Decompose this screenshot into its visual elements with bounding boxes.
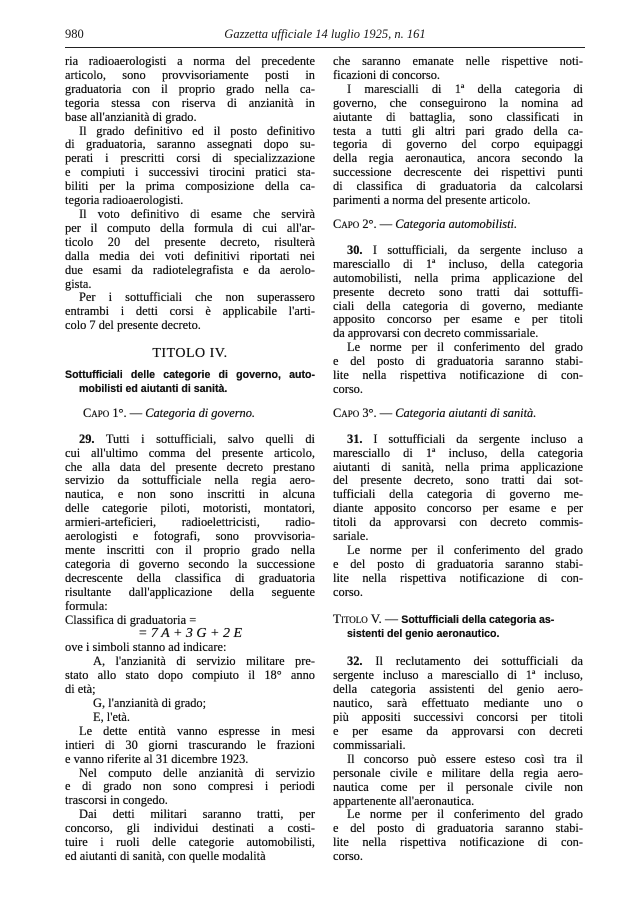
text-line: nautica, e non sono inscritti in alcuna xyxy=(65,487,315,502)
text-line: e compiuti i successivi tirocini pratici sta- xyxy=(65,165,315,180)
text-line: sariale. xyxy=(333,529,369,544)
text-line: di classifica di graduatoria da calcolarsi xyxy=(333,179,583,194)
chapter-title: Categoria automobilisti. xyxy=(395,216,518,231)
text-line: e di grado non sono compresi i periodi xyxy=(65,779,315,794)
text-line: e del posto di graduatoria saranno stabi- xyxy=(333,556,583,571)
text-line: ria radioaerologisti a norma del precedente xyxy=(65,54,315,68)
text-line: delle categorie piloti, motoristi, montatori, xyxy=(65,501,315,516)
text-line: Il voto definitivo di esame che servirà xyxy=(79,206,315,221)
paragraph xyxy=(333,341,583,397)
text-line: di graduatoria, saranno assegnati dopo su- xyxy=(65,137,315,152)
text-line xyxy=(333,433,583,447)
text-line: tegoria stessa con riserva di anzianità in xyxy=(65,95,315,110)
paragraph xyxy=(65,55,315,125)
article xyxy=(333,655,583,752)
text-line: Il grado definitivo ed il posto definitivo xyxy=(79,123,315,138)
chapter-heading xyxy=(333,407,583,421)
article xyxy=(65,433,315,614)
text-line: della categoria assistenti del genio aero- xyxy=(333,682,583,697)
formula: = 7 A + 3 G + 2 E xyxy=(137,626,243,642)
text-line: lite nella rispettiva notificazione di con- xyxy=(333,570,583,585)
text-line: e del posto di graduatoria saranno stabi- xyxy=(333,821,583,836)
text-line: di età; xyxy=(65,682,96,697)
paragraph xyxy=(65,725,315,767)
chapter-heading xyxy=(65,407,315,421)
text-line: ticolo 20 del presente decreto, risulterà xyxy=(65,234,315,249)
symbol-definition xyxy=(65,697,315,711)
heading-line xyxy=(333,612,583,628)
section-title-cont: sistenti del genio aeronautico. xyxy=(347,627,500,640)
symbol-definition xyxy=(65,711,315,725)
text-line: nautica come per il personale civile non xyxy=(333,779,583,794)
text-line: intieri di 30 giorni trascurando le frazioni xyxy=(65,737,315,752)
text-fragment: I sottufficiali da sergente incluso a xyxy=(362,431,583,446)
text-line: tegoria radioaerologisti. xyxy=(65,193,184,208)
text-line: apposito concorso per esame e per titoli xyxy=(333,312,583,327)
text-line: trascorsi in congedo. xyxy=(65,793,168,808)
text-line: corso. xyxy=(333,584,363,599)
page-header xyxy=(65,27,585,43)
paragraph xyxy=(65,208,315,291)
text-line: graduatoria con il proprio grado nella ca- xyxy=(65,81,315,96)
text-line: del presente decreto, sono tratti dai sot- xyxy=(333,473,583,488)
text-line: corso. xyxy=(333,849,363,864)
text-line: ed aiutanti di sanità, con quelle modalità xyxy=(65,848,266,863)
text-line: tegoria di governo del corpo equipaggi xyxy=(333,137,583,152)
text-line: Il concorso può essere esteso così tra il xyxy=(347,751,583,766)
article xyxy=(333,244,583,341)
text-line: Per i sottufficiali che non superassero xyxy=(79,290,315,305)
text-fragment: I sottufficiali, da sergente incluso a xyxy=(362,242,583,257)
text-line: stato allo stato dopo compiuto il 18° anno xyxy=(65,668,315,683)
text-line: entrambi i detti corsi è applicabile l'arti- xyxy=(65,304,315,319)
text-line: aiutante di battaglia, sono classificati in xyxy=(333,109,583,124)
text-line: tufficiali della categoria di governo me- xyxy=(333,487,583,502)
text-line: successione decrescente dei rispettivi punti xyxy=(333,165,583,180)
paragraph xyxy=(333,83,583,208)
text-line: mente inscritti con il proprio grado nella xyxy=(65,543,315,557)
text-line: E, l'età. xyxy=(93,709,130,724)
text-line: corso. xyxy=(333,381,363,396)
left-column xyxy=(65,55,315,864)
right-column xyxy=(333,55,583,864)
text-line: gista. xyxy=(65,276,92,291)
running-title: Gazzetta ufficiale 14 luglio 1925, n. 161 xyxy=(224,27,426,41)
section-heading xyxy=(333,612,583,642)
paragraph xyxy=(333,753,583,809)
text-fragment: Il reclutamento dei sottufficiali da xyxy=(362,654,583,669)
text-line: lite nella rispettiva notificazione di con- xyxy=(333,368,583,383)
article xyxy=(333,433,583,544)
chapter-heading xyxy=(333,218,583,232)
paragraph xyxy=(65,808,315,864)
text-line: decrescente della classifica di graduatoria xyxy=(65,570,315,585)
text-line: personale civile e militare della regia aero- xyxy=(333,765,583,780)
section-title: Sottufficiali della categoria as- xyxy=(401,613,555,626)
chapter-label: Capo 3°. — xyxy=(333,405,393,420)
text-line: perati i prescritti corsi di specializzazione xyxy=(65,151,315,166)
text-line: I marescialli di 1ª della categoria di xyxy=(347,81,583,96)
text-line: aerologisti e fotografi, sono provvisoria- xyxy=(65,529,315,544)
text-line: della regia aeronautica, ancora secondo la xyxy=(333,151,583,166)
text-line: governo, che conseguirono la nomina ad xyxy=(333,95,583,110)
paragraph xyxy=(333,55,583,83)
text-line: biliti per la prima composizione della ca- xyxy=(65,179,315,194)
text-line: sergente incluso a maresciallo di 1ª incluso, xyxy=(333,668,583,683)
paragraph xyxy=(65,291,315,333)
text-line xyxy=(333,244,583,258)
text-line: più appositi successivi concorsi per titoli xyxy=(333,710,583,725)
text-line: diante apposito concorso per esame e per xyxy=(333,501,583,516)
text-line: testa a tutti gli altri pari grado della ca- xyxy=(333,123,583,138)
paragraph xyxy=(65,767,315,809)
text-line: e del posto di graduatoria saranno stabi- xyxy=(333,354,583,369)
text-line: Le norme per il conferimento del grado xyxy=(347,340,583,355)
paragraph xyxy=(65,641,315,655)
text-line xyxy=(65,433,315,447)
article-number: 31. xyxy=(347,431,363,446)
text-line: e per esame da approvarsi con decreti xyxy=(333,723,583,738)
text-line: armieri-arteficieri, radioelettricisti, radio- xyxy=(65,515,315,530)
text-line: Le norme per il conferimento del grado xyxy=(347,543,583,557)
text-line: concorso, gli individui destinati a costi- xyxy=(65,821,315,836)
symbol-definition xyxy=(65,655,315,697)
text-line: Nel computo delle anzianità di servizio xyxy=(79,765,315,780)
paragraph xyxy=(65,125,315,208)
section-title: TITOLO IV. xyxy=(152,346,228,362)
text-line: Dai detti militari saranno tratti, per xyxy=(79,807,315,822)
text-line: categoria di governo secondo la successione xyxy=(65,556,315,571)
chapter-title: Categoria di governo. xyxy=(145,405,256,420)
article-number: 29. xyxy=(79,431,95,446)
paragraph xyxy=(65,614,315,628)
text-line: ciali della categoria di governo, mediante xyxy=(333,298,583,313)
paragraph xyxy=(333,544,583,600)
page-number: 980 xyxy=(65,27,84,41)
text-line: articolo, sono provvisoriamente posti in xyxy=(65,67,315,82)
text-line: automobilisti, nella prima applicazione del xyxy=(333,270,583,285)
article-number: 32. xyxy=(347,654,363,669)
text-line: che alla data del presente decreto prestano xyxy=(65,459,315,474)
text-line: presente decreto sono tratti dai sottuffi- xyxy=(333,284,583,299)
text-line: G, l'anzianità di grado; xyxy=(93,695,207,710)
text-line: dalla media dei voti definitivi riportati nei xyxy=(65,248,315,263)
text-line: parimenti a norma del presente articolo. xyxy=(333,193,531,208)
text-line: appartenente all'aeronautica. xyxy=(333,793,475,808)
text-line: da approvarsi con decreto commissariale. xyxy=(333,326,539,341)
text-line: per il computo della formula di cui all'ar- xyxy=(65,220,315,235)
text-line: A, l'anzianità di servizio militare pre- xyxy=(93,654,315,669)
text-line: ficazioni di concorso. xyxy=(333,67,441,82)
text-line: Le dette entità vanno espresse in mesi xyxy=(79,723,315,738)
text-line: lite nella rispettiva notificazione di con- xyxy=(333,835,583,850)
chapter-label: Capo 1°. — xyxy=(83,405,143,420)
text-line: aiutanti di sanità, nella prima applicazione xyxy=(333,459,583,474)
text-line: colo 7 del presente decreto. xyxy=(65,318,201,333)
text-line: formula: xyxy=(65,598,108,613)
text-line xyxy=(333,655,583,669)
text-line: nautico, sarà effettuato mediante uno o xyxy=(333,696,583,711)
text-line: base all'anzianità di grado. xyxy=(65,109,197,124)
subtitle-line: Sottufficiali delle categorie di governo, auto- mobilisti ed aiutanti di sanità. xyxy=(65,369,315,395)
section-subtitle xyxy=(65,369,315,397)
text-line: cui all'ultimo comma del presente articolo, xyxy=(65,445,315,460)
text-line: commissariali. xyxy=(333,737,406,752)
section-label: Titolo V. — xyxy=(333,610,402,626)
text-line: e vanno riferite al 31 dicembre 1923. xyxy=(65,751,249,766)
header-rule xyxy=(65,47,585,48)
text-fragment: Tutti i sottufficiali, salvo quelli di xyxy=(94,431,315,446)
text-line: che saranno emanate nelle rispettive noti- xyxy=(333,54,583,68)
text-line: ove i simboli stanno ad indicare: xyxy=(65,640,227,655)
text-line: titoli da approvarsi con decreto commis- xyxy=(333,515,583,530)
text-line: Le norme per il conferimento del grado xyxy=(347,807,583,822)
paragraph xyxy=(333,808,583,864)
text-line: maresciallo di 1ª incluso, della categoria xyxy=(333,445,583,460)
text-line: risultante dall'applicazione della seguente xyxy=(65,584,315,599)
text-line: tuire i ruoli delle categorie automobilisti, xyxy=(65,835,315,850)
chapter-label: Capo 2°. — xyxy=(333,216,393,231)
text-line: maresciallo di 1ª incluso, della categoria xyxy=(333,256,583,271)
text-line: servizio da sottufficiale nella regia aero- xyxy=(65,473,315,488)
article-number: 30. xyxy=(347,242,363,257)
text-line: due esami da radiotelegrafista e da aerolo- xyxy=(65,262,315,277)
text-line: Classifica di graduatoria = xyxy=(65,612,197,627)
chapter-title: Categoria aiutanti di sanità. xyxy=(395,405,537,420)
